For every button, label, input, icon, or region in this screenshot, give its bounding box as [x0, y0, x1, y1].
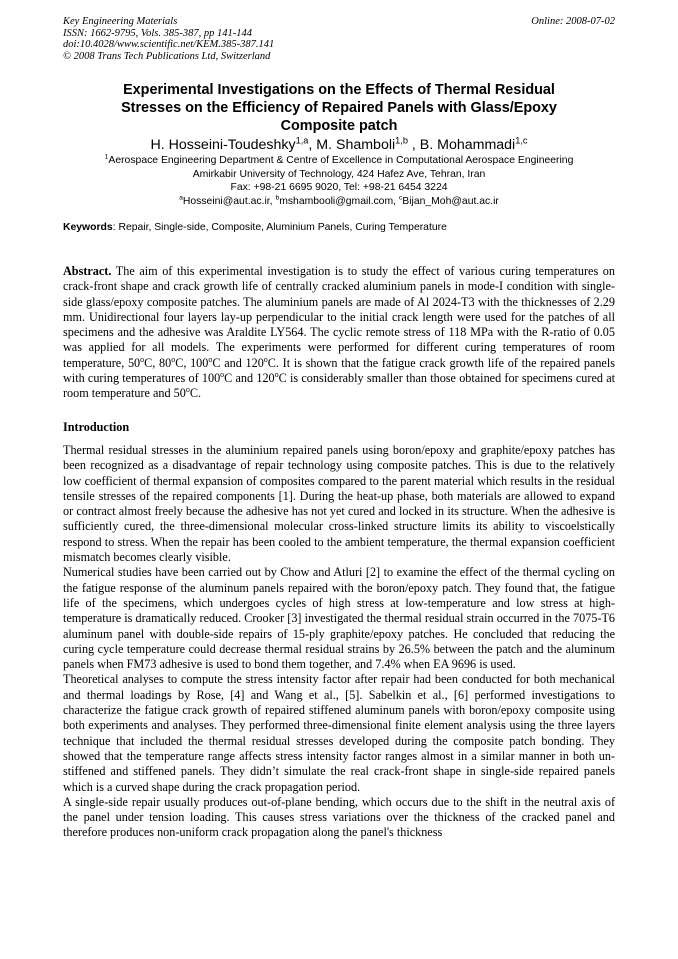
- affiliation-line-2: Amirkabir University of Technology, 424 Hafez Ave, Tehran, Iran: [192, 168, 486, 180]
- paragraph: Numerical studies have been carried out by Chow and Atluri [2] to examine the effect of the thermal cycling on the fatigue response of the aluminum panels repaired with the boron/epoxy patch. They found that, the fatigue life of the specimens, which undergoes cycles of high stress at low-temperature and low stress at high-temperature is dramatically reduced. Crooker [3] investigated the thermal residual strain occurred in the 7075-T6 aluminum panel with double-side repairs of 15-ply graphite/epoxy patches. He concluded that reducing the curing cycle temperature could decrease thermal residual strains by 26.5% between the patch and the aluminum panels when FM73 adhesive is used to bond them together, and 7.4% when EA 9696 is used.: [63, 565, 615, 672]
- paragraph: Thermal residual stresses in the aluminium repaired panels using boron/epoxy and graphite/epoxy patches has been recognized as a disadvantage of repair technology using composite patches. This is due to the relatively low coefficient of thermal expansion of composites compared to the parent material which results in the residual tensile stresses of the repaired components [1]. During the heat-up phase, both materials are allowed to expand or contract almost freely because the adhesive has not yet cured and locked in its structure. When the adhesive is sufficiently cured, the three-dimensional molecular cross-linked structure limits its ability to viscoelstically respond to stress. When the repair has been cooled to the ambient temperature, the thermal expansion coefficient mismatch becomes clearly visible.: [63, 443, 615, 565]
- degree-mark: o: [140, 354, 145, 364]
- title-line-1: Experimental Investigations on the Effects of Thermal Residual: [123, 82, 555, 98]
- journal-header: [63, 16, 615, 62]
- degree-mark: o: [220, 370, 225, 380]
- author-2-affiliation: 1,b: [395, 135, 408, 146]
- author-list: [63, 136, 615, 154]
- email-a: Hosseini@aut.ac.ir,: [182, 195, 276, 207]
- email-b: mshambooli@gmail.com,: [279, 195, 399, 207]
- copyright-line: © 2008 Trans Tech Publications Ltd, Switzerland: [63, 50, 271, 62]
- journal-name: Key Engineering Materials: [63, 16, 178, 27]
- keywords-label: Keywords: [63, 222, 113, 233]
- title-line-3: Composite patch: [280, 118, 398, 134]
- keywords-text: : Repair, Single-side, Composite, Aluminium Panels, Curing Temperature: [112, 222, 447, 233]
- author-1-affiliation: 1,a: [295, 135, 309, 146]
- degree-mark: o: [208, 354, 213, 364]
- introduction-body: [63, 443, 615, 841]
- contact-line: Fax: +98-21 6695 9020, Tel: +98-21 6454 3224: [230, 182, 448, 194]
- author-2: , M. Shamboli: [308, 137, 396, 153]
- abstract-label: Abstract.: [63, 264, 112, 278]
- email-c: Bijan_Moh@aut.ac.ir: [402, 195, 499, 207]
- author-1: H. Hosseini-Toudeshky: [150, 137, 296, 153]
- online-date: Online: 2008-07-02: [531, 16, 615, 27]
- degree-mark: o: [171, 354, 176, 364]
- degree-mark: o: [274, 370, 279, 380]
- degree-mark: o: [185, 385, 190, 395]
- title-line-2: Stresses on the Efficiency of Repaired Panels with Glass/Epoxy: [121, 100, 557, 116]
- degree-mark: o: [263, 354, 268, 364]
- section-heading-introduction: Introduction: [63, 420, 130, 434]
- email-line: $^a$Hosseini@aut.ac.ir, $^b$mshambooli@gmail.com, $^c$Bijan_Moh@aut.ac.ir: [179, 194, 499, 207]
- paragraph: Theoretical analyses to compute the stress intensity factor after repair had been conducted for both mechanical and thermal loadings by Rose, [4] and Wang et al., [5]. Sabelkin et al., [6] performed investigations to characterize the fatigue crack growth of repaired stiffened aluminum panels with boron/epoxy composite using both experiments and analyses. They performed three-dimensional finite element analysis using the three layers technique that included the thermal residual stresses developed during the composite patch bonding. They showed that the temperature range affects stress intensity factor ranges almost in a similar manner in both un-stiffened and stiffened panels. They didn’t simulate the real crack-front shape in single-side repaired panels which is a curved shape during the crack propagation period.: [63, 672, 615, 794]
- keywords: [63, 221, 615, 234]
- doi-line: doi:10.4028/www.scientific.net/KEM.385-387.141: [63, 39, 275, 50]
- author-3: , B. Mohammadi: [407, 137, 516, 153]
- author-3-affiliation: 1,c: [515, 135, 528, 146]
- abstract: Abstract. The aim of this experimental investigation is to study the effect of various curing temperatures on crack-front shape and crack growth life of centrally cracked aluminium panels in mode-I condition with single-side glass/epoxy composite patches. The aluminium panels are made of Al 2024-T3 with the thicknesses of 2.29 mm. Unidirectional four layers lay-up perpendicular to the initial crack length were used for the patches of all specimens and the adhesive was Araldite LY564. The cyclic remote stress of 118 MPa with the R-ratio of 0.05 was applied for all models. The experiments were performed for different curing temperatures of room temperature, 50$^o$C, 80$^o$C, 100$^o$C and 120$^o$C. It is shown that the fatigue crack growth life of the repaired panels with curing temperatures of 100$^o$C and 120$^o$C is considerably smaller than those obtained for specimens cured at room temperature and 50$^o$C.: [63, 264, 615, 401]
- issn-line: ISSN: 1662-9795, Vols. 385-387, pp 141-144: [63, 27, 252, 39]
- affiliation-block: [63, 154, 615, 208]
- paragraph: A single-side repair usually produces out-of-plane bending, which occurs due to the shift in the neutral axis of the panel under tension loading. This causes stress variations over the thickness of the cracked panel and therefore produces non-uniform crack propagation along the panel's thickness: [63, 794, 615, 840]
- affiliation-marker: 1: [104, 153, 109, 161]
- paper-title: [63, 81, 615, 135]
- affiliation-line-1: $^1$Aerospace Engineering Department & Centre of Excellence in Computational Aerospace Engineering: [104, 153, 574, 166]
